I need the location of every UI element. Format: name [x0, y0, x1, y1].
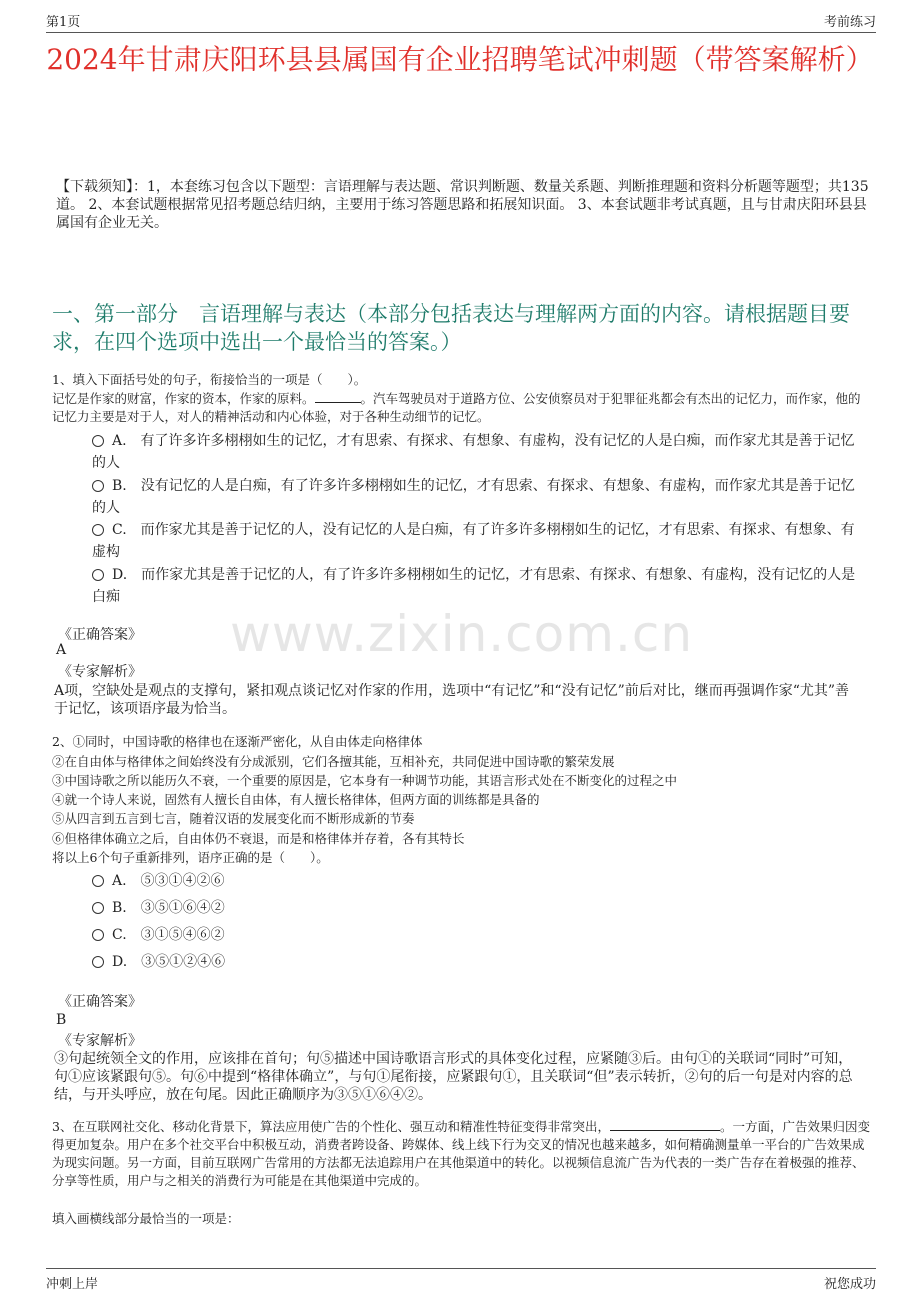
footer-right: 祝您成功	[823, 1277, 876, 1292]
q3-stem: 填入画横线部分最恰当的一项是：	[52, 1211, 240, 1226]
q2-sentence-3: ③中国诗歌之所以能历久不衰，一个重要的原因是，它本身有一种调节功能，其语言形式处在不断变化的过程之中	[52, 773, 678, 788]
q2-stem: 将以上6个句子重新排列，语序正确的是（ ）。	[52, 850, 329, 865]
q1-answer-label: 《正确答案》	[58, 627, 142, 643]
radio-icon[interactable]	[92, 902, 104, 914]
document-title: 2024年甘肃庆阳环县县属国有企业招聘笔试冲刺题（带答案解析）	[46, 43, 874, 76]
q1-option-a[interactable]	[92, 430, 862, 474]
q1-passage	[52, 390, 870, 426]
q2-sentence-4: ④就一个诗人来说，固然有人擅长自由体，有人擅长格律体，但两方面的训练都是具备的	[52, 792, 540, 807]
q3-blank	[610, 1118, 720, 1131]
radio-icon[interactable]	[92, 956, 104, 968]
radio-icon[interactable]	[92, 929, 104, 941]
radio-icon[interactable]	[92, 569, 104, 581]
q1-option-d[interactable]	[92, 564, 862, 608]
q2-sentence-1: 2、①同时，中国诗歌的格律也在逐渐严密化，从自由体走向格律体	[52, 734, 423, 749]
q1-analysis: A项，空缺处是观点的支撑句，紧扣观点谈记忆对作家的作用，选项中“有记忆”和“没有记忆”前后对比，继而再强调作家“尤其”善于记忆，该项语序最为恰当。	[54, 683, 850, 717]
q2-sentence-2: ②在自由体与格律体之间始终没有分成派别，它们各擅其能，互相补充，共同促进中国诗歌的繁荣发展	[52, 754, 615, 769]
q3-passage	[52, 1118, 870, 1190]
q2-option-c[interactable]	[92, 924, 862, 946]
q2-option-b[interactable]	[92, 897, 862, 919]
q1-option-c-text: C. 而作家尤其是善于记忆的人，没有记忆的人是白痴，有了许多许多栩栩如生的记忆，才有思索、有探求、有想象、有虚构	[92, 522, 855, 560]
q2-answer: B	[56, 1012, 67, 1028]
watermark: www.zixin.com.cn	[230, 605, 694, 663]
q2-answer-label: 《正确答案》	[58, 994, 142, 1010]
radio-icon[interactable]	[92, 435, 104, 447]
section-heading: 一、第一部分 言语理解与表达（本部分包括表达与理解两方面的内容。请根据题目要求，在四个选项中选出一个最恰当的答案。）	[52, 302, 850, 354]
q1-option-c[interactable]	[92, 519, 862, 563]
q2-option-d-text: D. ③⑤①②④⑥	[112, 954, 226, 970]
header-tag: 考前练习	[823, 15, 876, 30]
q1-option-d-text: D. 而作家尤其是善于记忆的人，有了许多许多栩栩如生的记忆，才有思索、有探求、有想象、有虚构，没有记忆的人是白痴	[92, 567, 856, 605]
q2-analysis-label: 《专家解析》	[58, 1033, 142, 1049]
page-header	[46, 10, 876, 33]
q2-option-b-text: B. ③⑤①⑥④②	[112, 900, 225, 916]
q2-option-c-text: C. ③①⑤④⑥②	[112, 927, 225, 943]
q2-option-a[interactable]	[92, 870, 862, 892]
q1-option-a-text: A. 有了许多许多栩栩如生的记忆，才有思索、有探求、有想象、有虚构，没有记忆的人是白痴，而作家尤其是善于记忆的人	[92, 433, 855, 471]
q2-option-d[interactable]	[92, 951, 862, 973]
q2-sentence-5: ⑤从四言到五言到七言，随着汉语的发展变化而不断形成新的节奏	[52, 811, 415, 826]
radio-icon[interactable]	[92, 480, 104, 492]
footer-left: 冲刺上岸	[46, 1277, 99, 1292]
q1-option-b[interactable]	[92, 475, 862, 519]
q1-answer: A	[56, 642, 67, 658]
q1-passage-a: 记忆是作家的财富，作家的资本，作家的原料。	[52, 391, 315, 406]
q2-option-a-text: A. ⑤③①④②⑥	[112, 873, 225, 889]
q1-stem: 1、填入下面括号处的句子，衔接恰当的一项是（ ）。	[52, 372, 367, 387]
q3-passage-a: 3、在互联网社交化、移动化背景下，算法应用使广告的个性化、强互动和精准性特征变得非常突出，	[52, 1119, 610, 1134]
radio-icon[interactable]	[92, 875, 104, 887]
radio-icon[interactable]	[92, 524, 104, 536]
q1-passage-b: 。汽车驾驶员对于道路方位、公安侦察员对于犯罪征兆都会有杰出的记忆力，而作家，他的记忆力主要是对于人，对人的精神活动和内心体验，对于各种生动细节的记忆。	[52, 391, 861, 424]
download-notice: 【下载须知】：1，本套练习包含以下题型：言语理解与表达题、常识判断题、数量关系题、判断推理题和资料分析题等题型；共135道。 2、本套试题根据常见招考题总结归纳，主要用于练习答题思路和拓展知识面。 3、本套试题非考试真题，且与甘肃庆阳环县县属国有企业无关。	[56, 179, 869, 231]
q2-sentence-6: ⑥但格律体确立之后，自由体仍不衰退，而是和格律体并存着，各有其特长	[52, 831, 465, 846]
q1-option-b-text: B. 没有记忆的人是白痴，有了许多许多栩栩如生的记忆，才有思索、有探求、有想象、有虚构，而作家尤其是善于记忆的人	[92, 478, 855, 516]
page-footer	[46, 1268, 876, 1292]
q1-analysis-label: 《专家解析》	[58, 664, 142, 680]
q3-passage-b: 。一方面，广告效果归因变得更加复杂。用户在多个社交平台中积极互动，消费者跨设备、跨媒体、线上线下行为交叉的情况也越来越多，如何精确测量单一平台的广告效果成为现实问题。另一方面，目前互联网广告常用的方法都无法追踪用户在其他渠道中的转化。以视频信息流广告为代表的一类广告存在着极强的推荐、分享等性质，用户与之相关的消费行为可能是在其他渠道中完成的。	[52, 1119, 870, 1188]
page-number: 第1页	[46, 15, 81, 30]
q2-analysis: ③句起统领全文的作用，应该排在首句；句⑤描述中国诗歌语言形式的具体变化过程，应紧随③后。由句①的关联词“同时”可知，句①应该紧跟句⑤。句⑥中提到“格律体确立”，与句①尾衔接，应紧跟句①，且关联词“但”表示转折，②句的后一句是对内容的总结，与开头呼应，放在句尾。因此正确顺序为③⑤①⑥④②。	[54, 1051, 853, 1103]
q1-blank	[315, 390, 361, 403]
